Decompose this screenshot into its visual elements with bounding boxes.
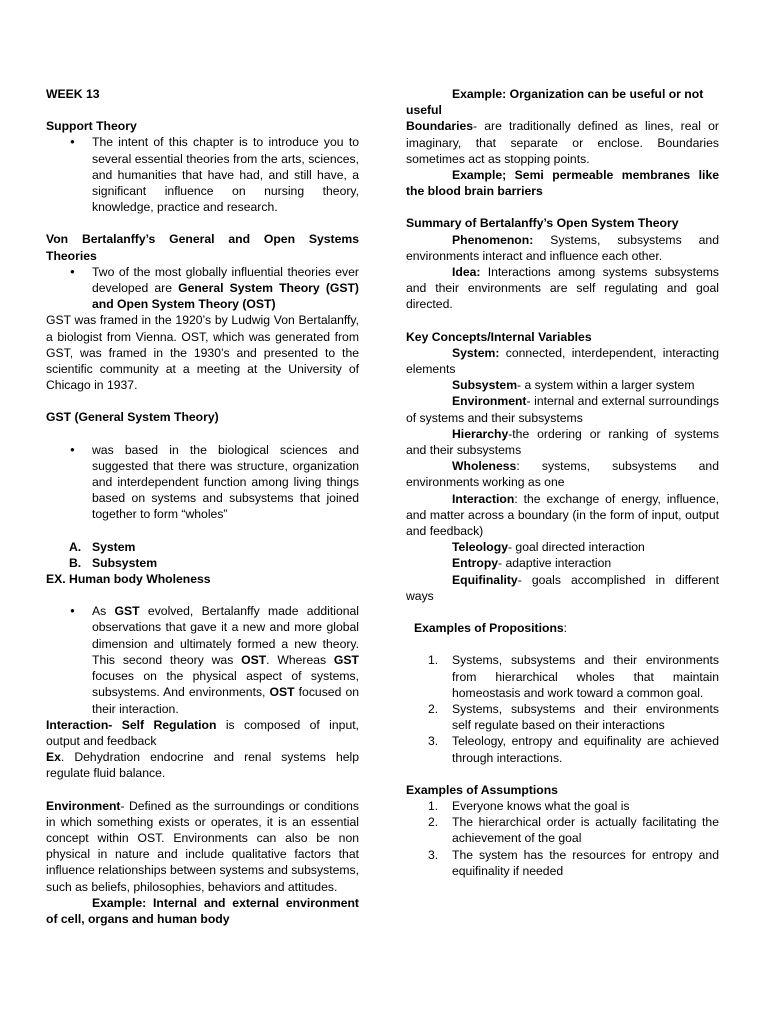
- ost-list: [46, 603, 359, 716]
- concept-term: System:: [452, 345, 500, 360]
- list-item-text: Subsystem: [92, 555, 158, 570]
- system-list-item: [69, 555, 359, 571]
- concept-term: Environment: [452, 394, 527, 409]
- gst-heading: GST (General System Theory): [46, 410, 219, 425]
- concept-definition: -the ordering or ranking of systems and their subsystems: [406, 426, 719, 458]
- boundaries-term: Boundaries: [406, 119, 474, 134]
- concept-term: Teleology: [452, 540, 508, 555]
- proposition-text: Teleology, entropy and equifinality are achieved through interactions.: [452, 734, 719, 765]
- ex-paragraph: [46, 749, 359, 781]
- idea-text: Interactions among systems subsystems and their environments are self regulating and goal directed.: [406, 265, 719, 312]
- support-theory-heading: Support Theory: [46, 119, 137, 134]
- concept-term: Hierarchy: [452, 426, 509, 441]
- ost-bold: OST: [241, 652, 267, 667]
- proposition-item: [428, 652, 719, 701]
- environment-example: Example: Internal and external environment of cell, organs and human body: [46, 895, 359, 926]
- list-marker: 1.: [428, 653, 439, 668]
- theories-bullet: [92, 264, 359, 313]
- system-list: [46, 539, 359, 571]
- propositions-heading-colon: :: [563, 621, 568, 636]
- boundaries-text: - are traditionally defined as lines, real or imaginary, that separate or enclose. Boundaries sometimes act as stopping points.: [406, 119, 719, 166]
- ost-text: focuses on the physical aspect of systems, subsystems. And environments,: [92, 669, 359, 700]
- theories-bullet-bold: General System Theory (GST) and Open System Theory (OST): [92, 281, 359, 312]
- ost-text: . Whereas: [266, 652, 334, 667]
- theories-list: [46, 264, 359, 313]
- ex-term: Ex: [46, 750, 61, 765]
- concept-item: [406, 491, 719, 540]
- ost-text: evolved, Bertalanffy made additional observations that gave it a new and more global dimension and ultimately formed a new theory. This second theory was: [92, 604, 359, 667]
- ost-bold: GST: [333, 652, 359, 667]
- list-marker: 2.: [428, 815, 439, 830]
- list-marker: A.: [69, 539, 82, 554]
- right-column: [406, 86, 719, 879]
- environment-term: Environment: [46, 798, 121, 813]
- ex-text: . Dehydration endocrine and renal systems help regulate fluid balance.: [46, 750, 359, 781]
- concept-term: Subsystem: [452, 378, 518, 393]
- assumption-item: [428, 847, 719, 879]
- assumption-item: [428, 814, 719, 846]
- list-marker: 1.: [428, 798, 439, 813]
- concept-definition: - goals accomplished in different ways: [406, 572, 719, 603]
- propositions-heading: [406, 620, 719, 636]
- organization-example: [406, 86, 719, 118]
- environment-text: - Defined as the surroundings or conditions in which something exists or operates, it is an essential concept within OST. Environments can also be non physical in nature and include qualitative factors that influence relationships between systems and subsystems, such as beliefs, philosophies, behaviors and attitudes.: [46, 798, 359, 894]
- assumption-text: Everyone knows what the goal is: [452, 798, 630, 813]
- concept-term: Interaction: [452, 491, 515, 506]
- proposition-item: [428, 701, 719, 733]
- concept-term: Wholeness: [452, 459, 517, 474]
- theories-bullet-text: Two of the most globally influential theories ever developed are: [92, 264, 359, 296]
- left-column: [46, 86, 359, 927]
- list-marker: B.: [69, 555, 82, 570]
- assumption-item: [428, 798, 719, 814]
- concept-item: [406, 539, 719, 555]
- concept-definition: - internal and external surroundings of systems and their subsystems: [406, 394, 719, 425]
- proposition-item: [428, 733, 719, 765]
- concept-term: Equifinality: [452, 572, 518, 587]
- system-list-item: [69, 539, 359, 555]
- idea-term: Idea:: [452, 265, 481, 280]
- concept-definition: - goal directed interaction: [507, 540, 645, 555]
- von-bertalanffy-heading: Von Bertalanffy’s General and Open Systems Theories: [46, 232, 359, 263]
- semi-permeable-example: Example; Semi permeable membranes like the blood brain barriers: [406, 168, 719, 199]
- assumptions-list: [406, 798, 719, 879]
- gst-paragraph: GST was framed in the 1920’s by Ludwig Von Bertalanffy, a biologist from Vienna. OST, which was generated from GST, was framed in the 1930’s and presented to the scientific community at a meeting at the University of Chicago in 1937.: [46, 313, 359, 393]
- key-concepts-heading: Key Concepts/Internal Variables: [406, 329, 592, 344]
- concept-definition: - a system within a larger system: [517, 378, 695, 393]
- concept-definition: : the exchange of energy, influence, and matter across a boundary (in the form of input, output and feedback): [406, 491, 719, 539]
- concept-item: [406, 393, 719, 425]
- environment-paragraph: [46, 798, 359, 895]
- gst-bullet: ● was based in the biological sciences and suggested that there was structure, organization and interdependent function among living things based on systems and subsystems that joined together to form “wholes”: [92, 442, 359, 523]
- summary-heading: Summary of Bertalanffy’s Open System Theory: [406, 216, 679, 231]
- organization-example-label: Example: [452, 87, 503, 101]
- phenomenon-term: Phenomenon:: [452, 232, 534, 247]
- idea-paragraph: [406, 264, 719, 313]
- example-heading: EX. Human body Wholeness: [46, 572, 211, 587]
- concept-item: [406, 345, 719, 377]
- assumption-text: The system has the resources for entropy and equifinality if needed: [452, 847, 719, 878]
- organization-example-text: : Organization can be useful or not useful: [406, 87, 704, 118]
- propositions-heading-text: Examples of Propositions: [414, 621, 564, 636]
- concept-definition: - adaptive interaction: [498, 556, 612, 571]
- ost-bullet: [92, 603, 359, 716]
- ost-text: As: [92, 604, 115, 619]
- list-marker: 3.: [428, 734, 439, 749]
- interaction-text: is composed of input, output and feedback: [46, 717, 359, 748]
- interaction-term: Interaction- Self Regulation: [46, 717, 217, 732]
- ost-bold: GST: [114, 604, 140, 619]
- week-heading: WEEK 13: [46, 87, 100, 101]
- phenomenon-text: Systems, subsystems and environments interact and influence each other.: [406, 232, 719, 263]
- phenomenon-paragraph: [406, 232, 719, 264]
- propositions-list: [406, 652, 719, 765]
- ost-text: focused on their interaction.: [92, 685, 359, 716]
- concept-item: [406, 572, 719, 604]
- concept-item: [406, 426, 719, 458]
- interaction-paragraph: [46, 717, 359, 749]
- intro-list: [46, 134, 359, 215]
- boundaries-paragraph: [406, 118, 719, 167]
- concept-definition: connected, interdependent, interacting elements: [406, 345, 719, 377]
- concept-item: [406, 555, 719, 571]
- concept-term: Entropy: [452, 556, 499, 571]
- assumptions-heading: Examples of Assumptions: [406, 782, 558, 797]
- concept-item: [406, 377, 719, 393]
- assumption-text: The hierarchical order is actually facilitating the achievement of the goal: [452, 815, 719, 846]
- ost-bold: OST: [269, 685, 295, 700]
- list-item-text: System: [92, 539, 136, 554]
- gst-list: [46, 442, 359, 523]
- key-concepts-list: [406, 345, 719, 604]
- concept-definition: : systems, subsystems and environments working as one: [406, 459, 719, 490]
- proposition-text: Systems, subsystems and their environments from hierarchical wholes that maintain homeostasis and work toward a common goal.: [452, 653, 719, 700]
- intro-bullet: ● The intent of this chapter is to introduce you to several essential theories from the arts, sciences, and humanities that have had, and still have, a significant influence on nursing theory, knowledge, practice and research.: [92, 134, 359, 215]
- list-marker: 2.: [428, 701, 439, 716]
- concept-item: [406, 458, 719, 490]
- list-marker: 3.: [428, 847, 439, 862]
- proposition-text: Systems, subsystems and their environments self regulate based on their interactions: [452, 701, 719, 733]
